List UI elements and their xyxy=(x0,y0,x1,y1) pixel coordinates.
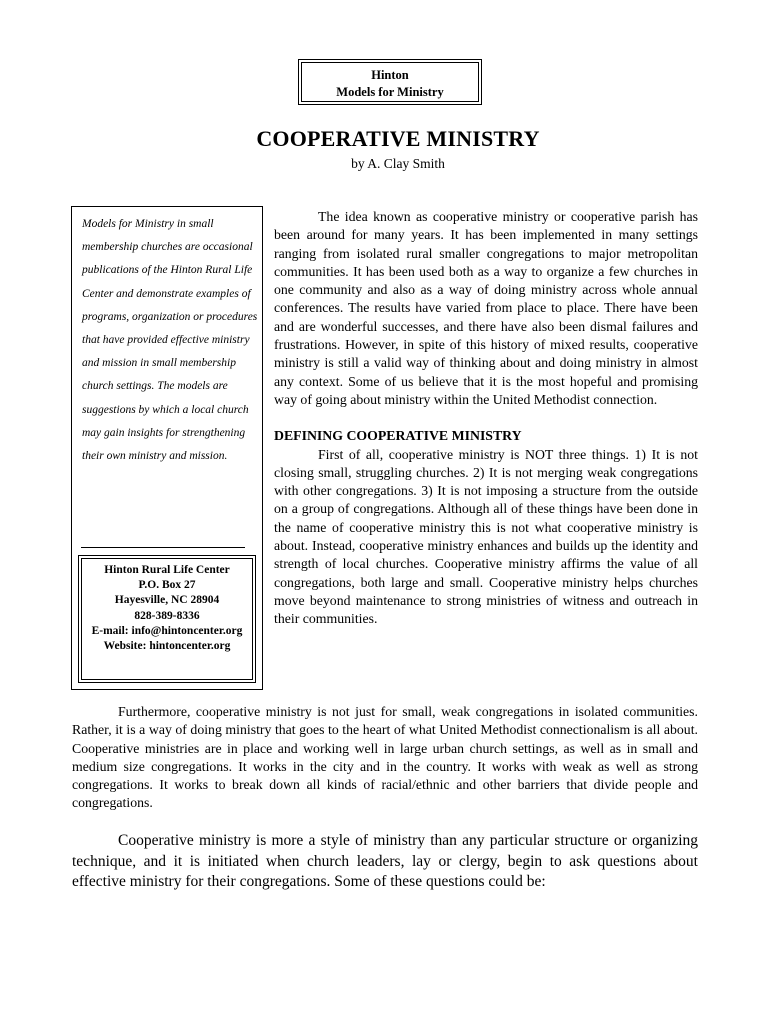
header-box-inner xyxy=(301,62,479,102)
section-heading: DEFINING COOPERATIVE MINISTRY xyxy=(274,428,522,444)
furthermore-paragraph: Furthermore, cooperative ministry is not just for small, weak congregations in isolated communities. Rather, it is a way of doing ministry that goes to the heart of what United Methodist connectionalism is all about. Cooperative ministries are in place and working well in large urban church settings, as well as in small and medium size congregations. It works in the city and in the country. It works with weak as well as strong congregations. It works to break down all kinds of racial/ethnic and other barriers that divide people and congregations. xyxy=(72,704,698,811)
contact-org: Hinton Rural Life Center xyxy=(104,564,230,576)
sidebar xyxy=(71,206,263,690)
page-title: COOPERATIVE MINISTRY xyxy=(256,126,540,151)
header-line-1: Hinton xyxy=(371,68,409,82)
byline: by A. Clay Smith xyxy=(351,156,445,171)
contact-email: E-mail: info@hintoncenter.org xyxy=(91,624,243,637)
contact-box-inner xyxy=(81,558,253,680)
contact-website: Website: hintoncenter.org xyxy=(103,640,231,653)
contact-phone: 828-389-8336 xyxy=(134,609,200,622)
right-column xyxy=(274,208,698,629)
contact-city: Hayesville, NC 28904 xyxy=(114,594,220,607)
style-paragraph: Cooperative ministry is more a style of ministry than any particular structure or organizing technique, and it is initiated when church leaders, lay or clergy, begin to ask questions about effective ministry for their congregations. Some of these questions could be: xyxy=(72,832,698,890)
header-line-2: Models for Ministry xyxy=(336,85,444,99)
header-box xyxy=(298,59,482,105)
style-section xyxy=(72,831,698,893)
furthermore-section xyxy=(72,703,698,813)
sidebar-description: Models for Ministry in small membership churches are occasional publications of the Hinton Rural Life Center and demonstrate examples of programs, organization or procedures that have provided effective ministry and mission in small membership church settings. The models are suggestions by which a local church may gain insights for strengthening their own ministry and mission. xyxy=(82,218,258,463)
sidebar-divider xyxy=(81,547,245,548)
contact-box xyxy=(78,555,256,683)
defining-paragraph: First of all, cooperative ministry is NOT three things. 1) It is not closing small, struggling churches. 2) It is not merging weak congregations with other congregations. 3) It is not imposing a structure from the outside on a group of congregations. Although all of these things have been done in the name of cooperative ministry this is not what cooperative ministry is about. Instead, cooperative ministry enhances and builds up the identity and strength of local churches. Cooperative ministry affirms the value of all congregations, both large and small. Cooperative ministry helps churches move beyond maintenance to strong ministries of witness and outreach in their communities. xyxy=(274,446,698,627)
intro-paragraph: The idea known as cooperative ministry or cooperative parish has been around for many years. It has been implemented in many settings ranging from isolated rural smaller congregations to major metropolitan communities. It has been used both as a way to organize a few churches in one community and also as a way of doing ministry across whole annual conferences. The results have varied from place to place. There have been and are wonderful successes, and there have also been dismal failures and frustrations. However, in spite of this history of mixed results, cooperative ministry is still a valid way of thinking about and doing ministry in almost any context. Some of us believe that it is the most hopeful and promising way of going about ministry within the United Methodist connection. xyxy=(274,209,698,407)
contact-po-box: P.O. Box 27 xyxy=(138,579,196,592)
